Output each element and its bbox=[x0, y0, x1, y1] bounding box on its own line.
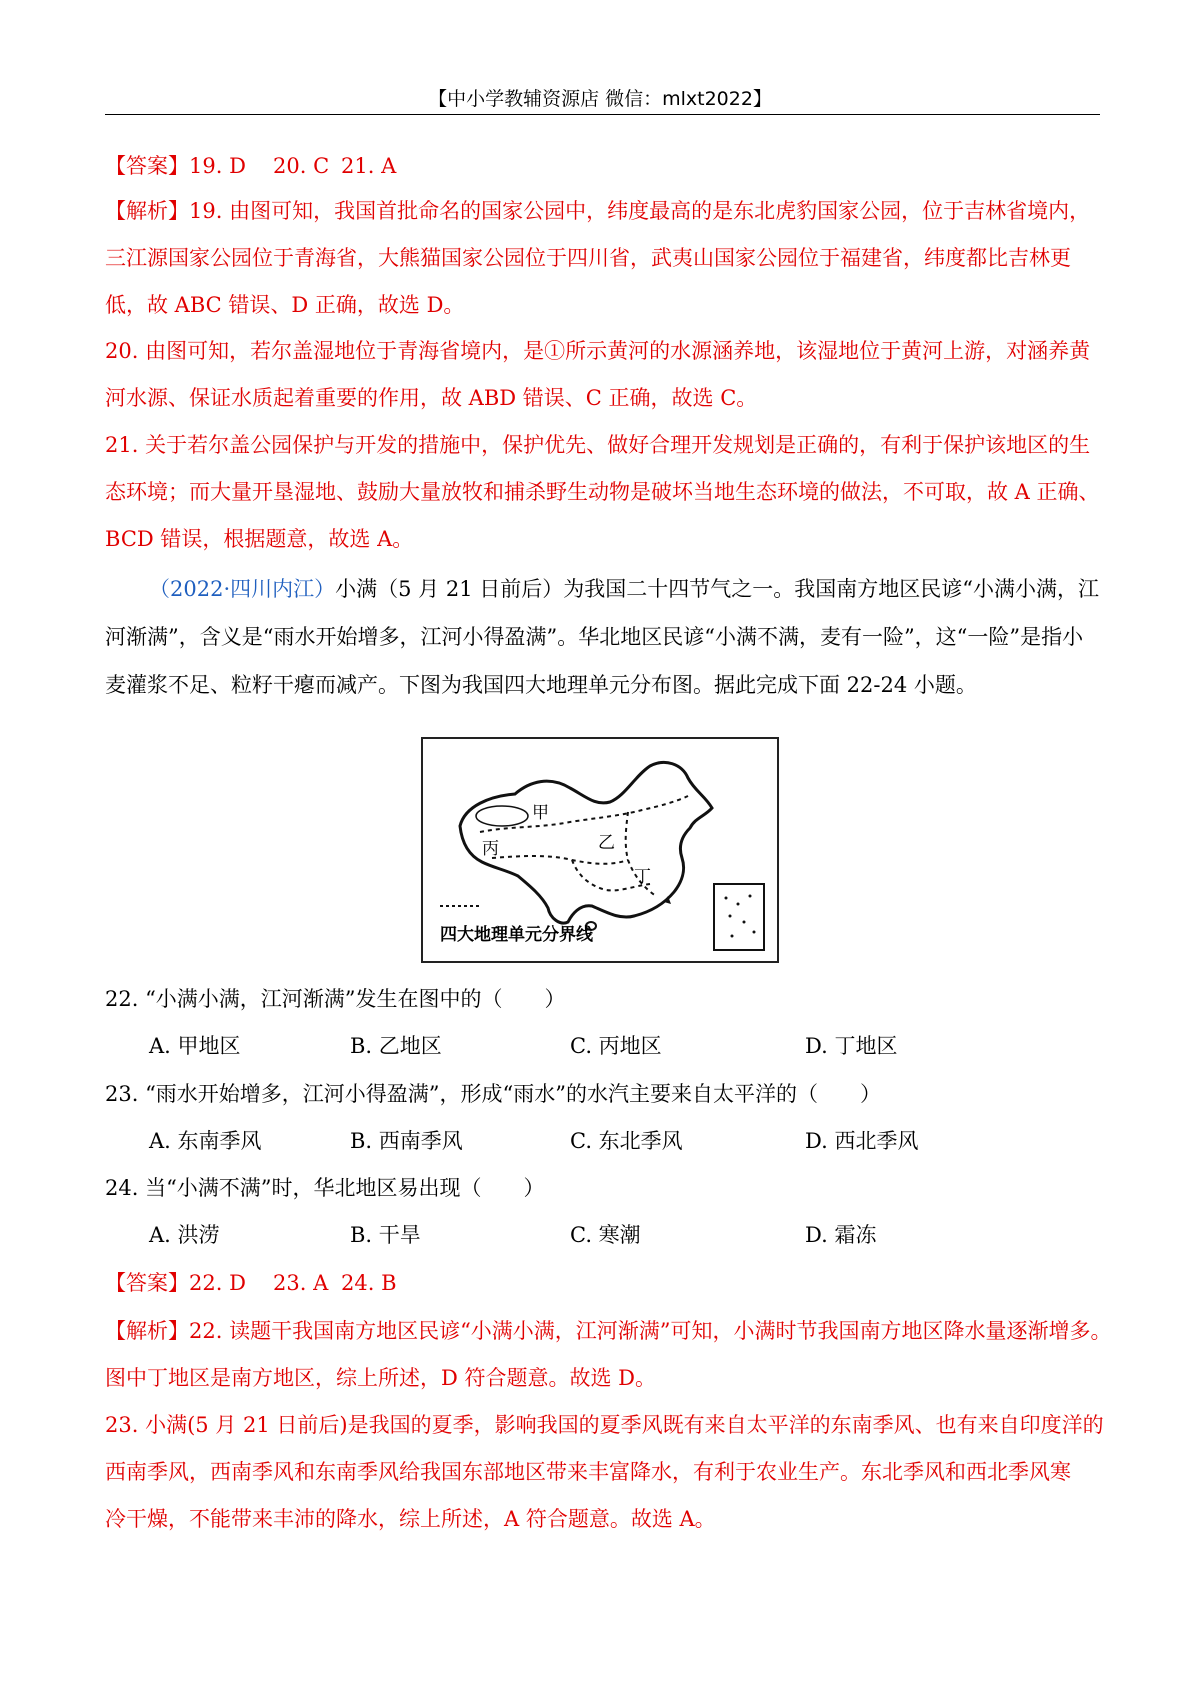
option-c: C. 丙地区 bbox=[570, 1034, 662, 1058]
header-rule bbox=[105, 114, 1100, 115]
question-stem: 22. “小满小满，江河渐满”发生在图中的（ ） bbox=[105, 987, 566, 1011]
china-map-figure bbox=[420, 736, 780, 964]
answer-label: 【答案】 bbox=[105, 1271, 189, 1295]
intro-text: 小满（5 月 21 日前后）为我国二十四节气之一。我国南方地区民谚“小满小满，江 bbox=[335, 577, 1099, 601]
analysis-line: 三江源国家公园位于青海省，大熊猫国家公园位于四川省，武夷山国家公园位于福建省，纬度都比吉林更 bbox=[105, 246, 1071, 270]
option-c: C. 东北季风 bbox=[570, 1129, 683, 1153]
analysis-line: 河水源、保证水质起着重要的作用，故 ABD 错误、C 正确，故选 C。 bbox=[105, 386, 758, 410]
analysis-line: 低，故 ABC 错误、D 正确，故选 D。 bbox=[105, 293, 465, 317]
analysis-line: 20. 由图可知，若尔盖湿地位于青海省境内，是①所示黄河的水源涵养地，该湿地位于黄河上游，对涵养黄 bbox=[105, 339, 1091, 363]
answer-item: 22. D bbox=[189, 1271, 246, 1295]
analysis-line: BCD 错误，根据题意，故选 A。 bbox=[105, 527, 414, 551]
page-header: 【中小学教辅资源店 微信：mlxt2022】 bbox=[428, 88, 772, 110]
question-stem: 23. “雨水开始增多，江河小得盈满”，形成“雨水”的水汽主要来自太平洋的（ ） bbox=[105, 1082, 882, 1106]
analysis-line: 【解析】22. 读题干我国南方地区民谚“小满小满，江河渐满”可知，小满时节我国南方地区降水量逐渐增多。 bbox=[105, 1319, 1112, 1343]
option-b: B. 干旱 bbox=[350, 1223, 421, 1247]
answer-line-2 bbox=[105, 1268, 1100, 1298]
intro-line: 河渐满”，含义是“雨水开始增多，江河小得盈满”。华北地区民谚“小满不满，麦有一险”，这“一险”是指小 bbox=[105, 625, 1084, 649]
answer-item: 20. C bbox=[273, 154, 330, 178]
answer-item: 21. A bbox=[341, 154, 397, 178]
answer-item: 23. A bbox=[273, 1271, 329, 1295]
option-a: A. 甲地区 bbox=[149, 1034, 241, 1058]
analysis-line: 冷干燥，不能带来丰沛的降水，综上所述，A 符合题意。故选 A。 bbox=[105, 1507, 716, 1531]
option-d: D. 霜冻 bbox=[805, 1223, 877, 1247]
analysis-line: 23. 小满(5 月 21 日前后)是我国的夏季，影响我国的夏季风既有来自太平洋的东南季风、也有来自印度洋的 bbox=[105, 1413, 1104, 1437]
answer-line-1 bbox=[105, 151, 1100, 181]
option-d: D. 丁地区 bbox=[805, 1034, 898, 1058]
analysis-line: 图中丁地区是南方地区，综上所述，D 符合题意。故选 D。 bbox=[105, 1366, 657, 1390]
south-sea-inset bbox=[714, 884, 764, 950]
analysis-line: 21. 关于若尔盖公园保护与开发的措施中，保护优先、做好合理开发规划是正确的，有利于保护该地区的生 bbox=[105, 433, 1091, 457]
map-caption: 四大地理单元分界线 bbox=[440, 925, 593, 945]
intro-line bbox=[105, 574, 1100, 604]
map-label-ding: 丁 bbox=[634, 867, 651, 887]
source-tag: （2022·四川内江） bbox=[149, 577, 336, 601]
analysis-line: 西南季风，西南季风和东南季风给我国东部地区带来丰富降水，有利于农业生产。东北季风和西北季风寒 bbox=[105, 1460, 1071, 1484]
answer-item: 19. D bbox=[189, 154, 246, 178]
option-b: B. 乙地区 bbox=[350, 1034, 442, 1058]
option-a: A. 东南季风 bbox=[149, 1129, 262, 1153]
answer-item: 24. B bbox=[341, 1271, 397, 1295]
analysis-line: 态环境；而大量开垦湿地、鼓励大量放牧和捕杀野生动物是破坏当地生态环境的做法，不可取，故 A 正确、 bbox=[105, 480, 1100, 504]
answer-label: 【答案】 bbox=[105, 154, 189, 178]
option-a: A. 洪涝 bbox=[149, 1223, 220, 1247]
option-d: D. 西北季风 bbox=[805, 1129, 919, 1153]
option-b: B. 西南季风 bbox=[350, 1129, 463, 1153]
map-label-jia: 甲 bbox=[532, 803, 549, 823]
option-c: C. 寒潮 bbox=[570, 1223, 641, 1247]
map-label-yi: 乙 bbox=[598, 833, 615, 853]
analysis-line: 【解析】19. 由图可知，我国首批命名的国家公园中，纬度最高的是东北虎豹国家公园，位于吉林省境内， bbox=[105, 199, 1091, 223]
intro-line: 麦灌浆不足、粒籽干瘪而减产。下图为我国四大地理单元分布图。据此完成下面 22-24 小题。 bbox=[105, 673, 977, 697]
map-label-bing: 丙 bbox=[482, 839, 499, 859]
question-stem: 24. 当“小满不满”时，华北地区易出现（ ） bbox=[105, 1176, 545, 1200]
